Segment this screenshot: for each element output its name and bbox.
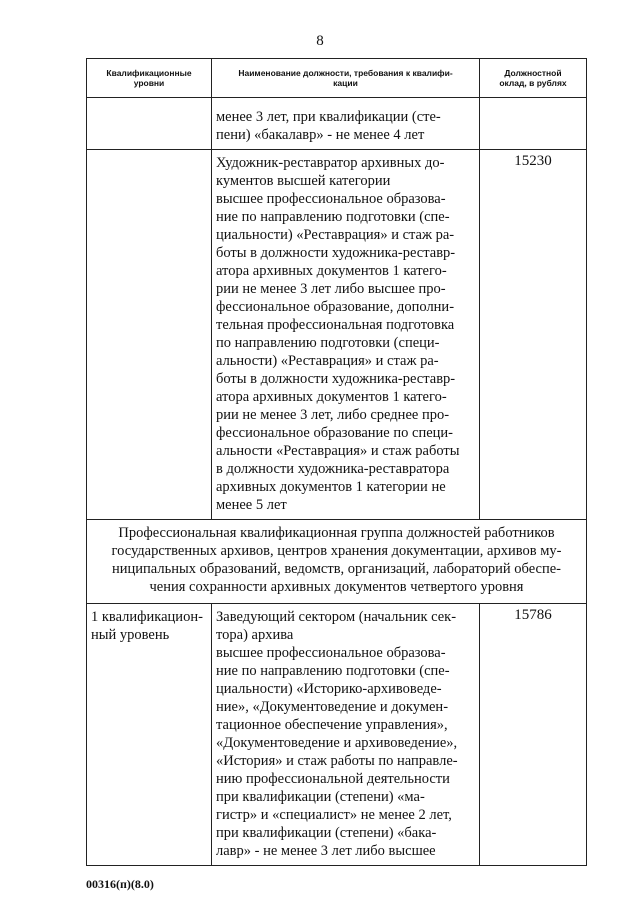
group-heading-row [87, 520, 587, 604]
group-heading-cell [87, 520, 587, 604]
group-heading: Профессиональная квалификационная группа должностей работников государственных архивов, центров хранения документации, архивов му- ниципальных образований, ведомств, организаций, лабораторий обеспе- чения сохранности архивных документов четвертого уровня [111, 525, 562, 595]
page-number: 8 [316, 33, 324, 49]
position-cell [212, 604, 480, 866]
position-text: Заведующий сектором (начальник сек- тора) архива высшее профессиональное образова- ние по направлению подготовки (спе- циальности) «Историко-архивоведе- ние», «Документоведение и докумен- тационное обеспечение управления», «Документоведение и архивоведение», «История» и стаж работы по направле- нию профессиональной деятельности при квалификации (степени) «ма- гистр» и «специалист» не менее 2 лет, при квалификации (степени) «бака- лавр» - не менее 3 лет либо высшее [216, 609, 458, 859]
table-row-continuation [87, 98, 587, 150]
salary-cell [480, 604, 587, 866]
level-text: 1 квалификацион- ный уровень [91, 609, 203, 643]
salary-value: 15786 [514, 607, 552, 623]
salary-cell-empty [480, 98, 587, 150]
salary-cell [480, 150, 587, 520]
qualification-table [86, 58, 587, 866]
level-cell-empty [87, 150, 212, 520]
position-cell [212, 150, 480, 520]
header-level: Квалификационные уровни [87, 59, 212, 98]
level-cell [87, 604, 212, 866]
table-header-row [87, 59, 587, 98]
table-row-sector-head [87, 604, 587, 866]
header-position: Наименование должности, требования к квалифи- кации [212, 59, 480, 98]
salary-value: 15230 [514, 153, 552, 169]
position-text: менее 3 лет, при квалификации (сте- пени) «бакалавр» - не менее 4 лет [216, 109, 441, 143]
position-text: Художник-реставратор архивных до- кументов высшей категории высшее профессиональное образова- ние по направлению подготовки (спе- циальности) «Реставрация» и стаж ра- боты в должности художника-реставр- атора архивных документов 1 катего- рии не менее 3 лет либо высшее про- фессиональное образование, дополни- тельная профессиональная подготовка по направлению подготовки (специ- альности) «Реставрация» и стаж ра- боты в должности художника-реставр- атора архивных документов 1 катего- рии не менее 3 лет, либо среднее про- фессиональное образование по специ- альности «Реставрация» и стаж работы в должности художника-реставратора архивных документов 1 категории не менее 5 лет [216, 155, 460, 513]
table-row-artist [87, 150, 587, 520]
level-cell-empty [87, 98, 212, 150]
document-code: 00316(п)(8.0) [86, 877, 154, 891]
position-cell [212, 98, 480, 150]
header-salary: Должностной оклад, в рублях [480, 59, 587, 98]
